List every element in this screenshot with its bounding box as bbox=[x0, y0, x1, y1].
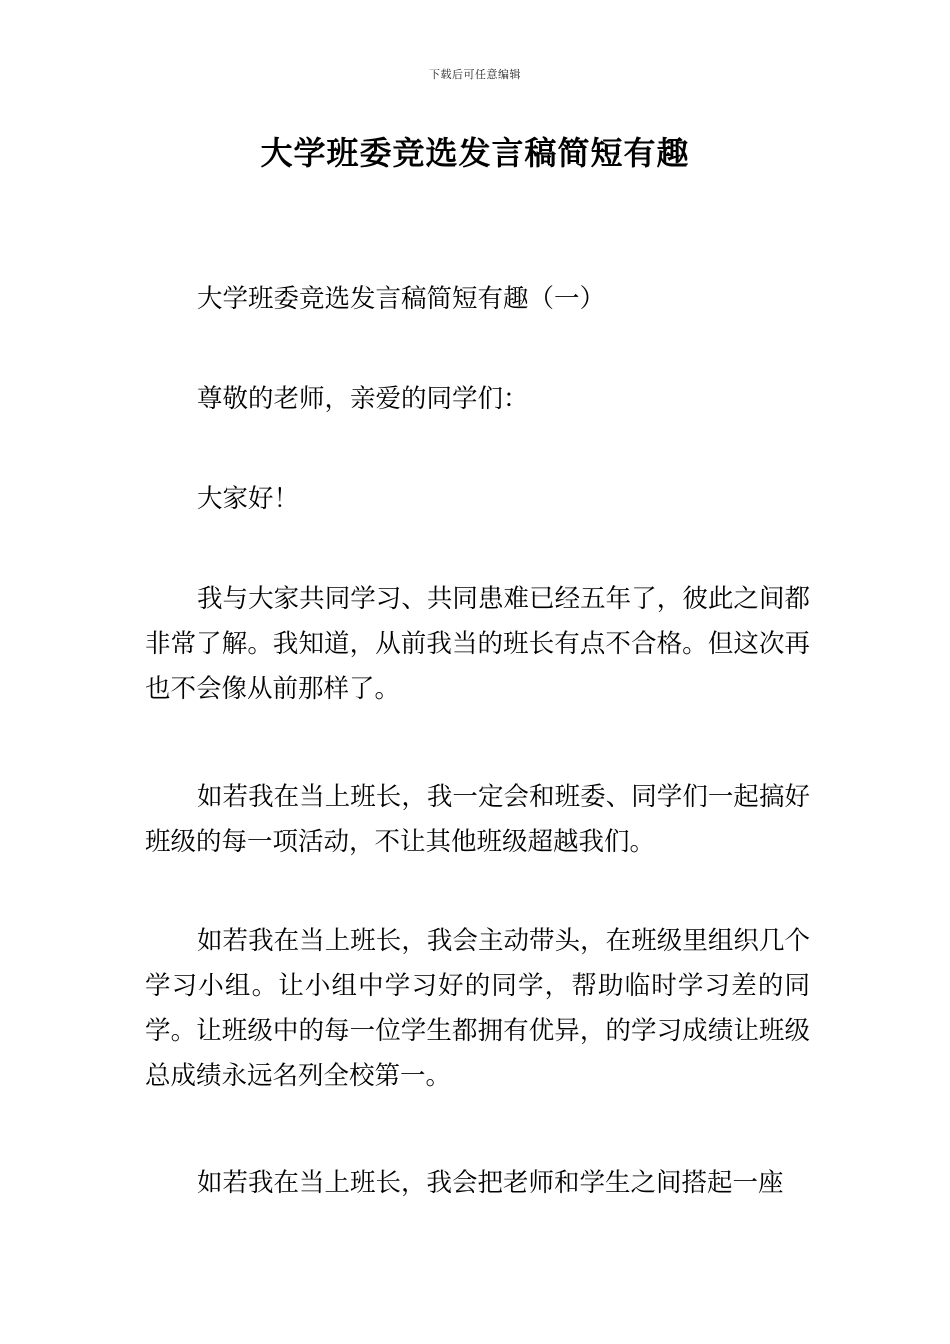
document-title: 大学班委竞选发言稿简短有趣 bbox=[260, 134, 690, 172]
paragraph: 如若我在当上班长，我一定会和班委、同学们一起搞好班级的每一项活动，不让其他班级超越我们。 bbox=[145, 782, 810, 857]
header-note: 下载后可任意编辑 bbox=[429, 68, 521, 81]
hello-line: 大家好！ bbox=[197, 484, 300, 514]
paragraph: 如若我在当上班长，我会主动带头，在班级里组织几个学习小组。让小组中学习好的同学，帮助临时学习差的同学。让班级中的每一位学生都拥有优异，的学习成绩让班级总成绩永远名列全校第一。 bbox=[145, 926, 810, 1091]
paragraph: 我与大家共同学习、共同患难已经五年了，彼此之间都非常了解。我知道，从前我当的班长有点不合格。但这次再也不会像从前那样了。 bbox=[145, 584, 810, 704]
greeting-line: 尊敬的老师，亲爱的同学们： bbox=[197, 384, 529, 414]
section-subtitle: 大学班委竞选发言稿简短有趣（一） bbox=[197, 284, 606, 314]
paragraph: 如若我在当上班长，我会把老师和学生之间搭起一座 bbox=[197, 1168, 784, 1198]
